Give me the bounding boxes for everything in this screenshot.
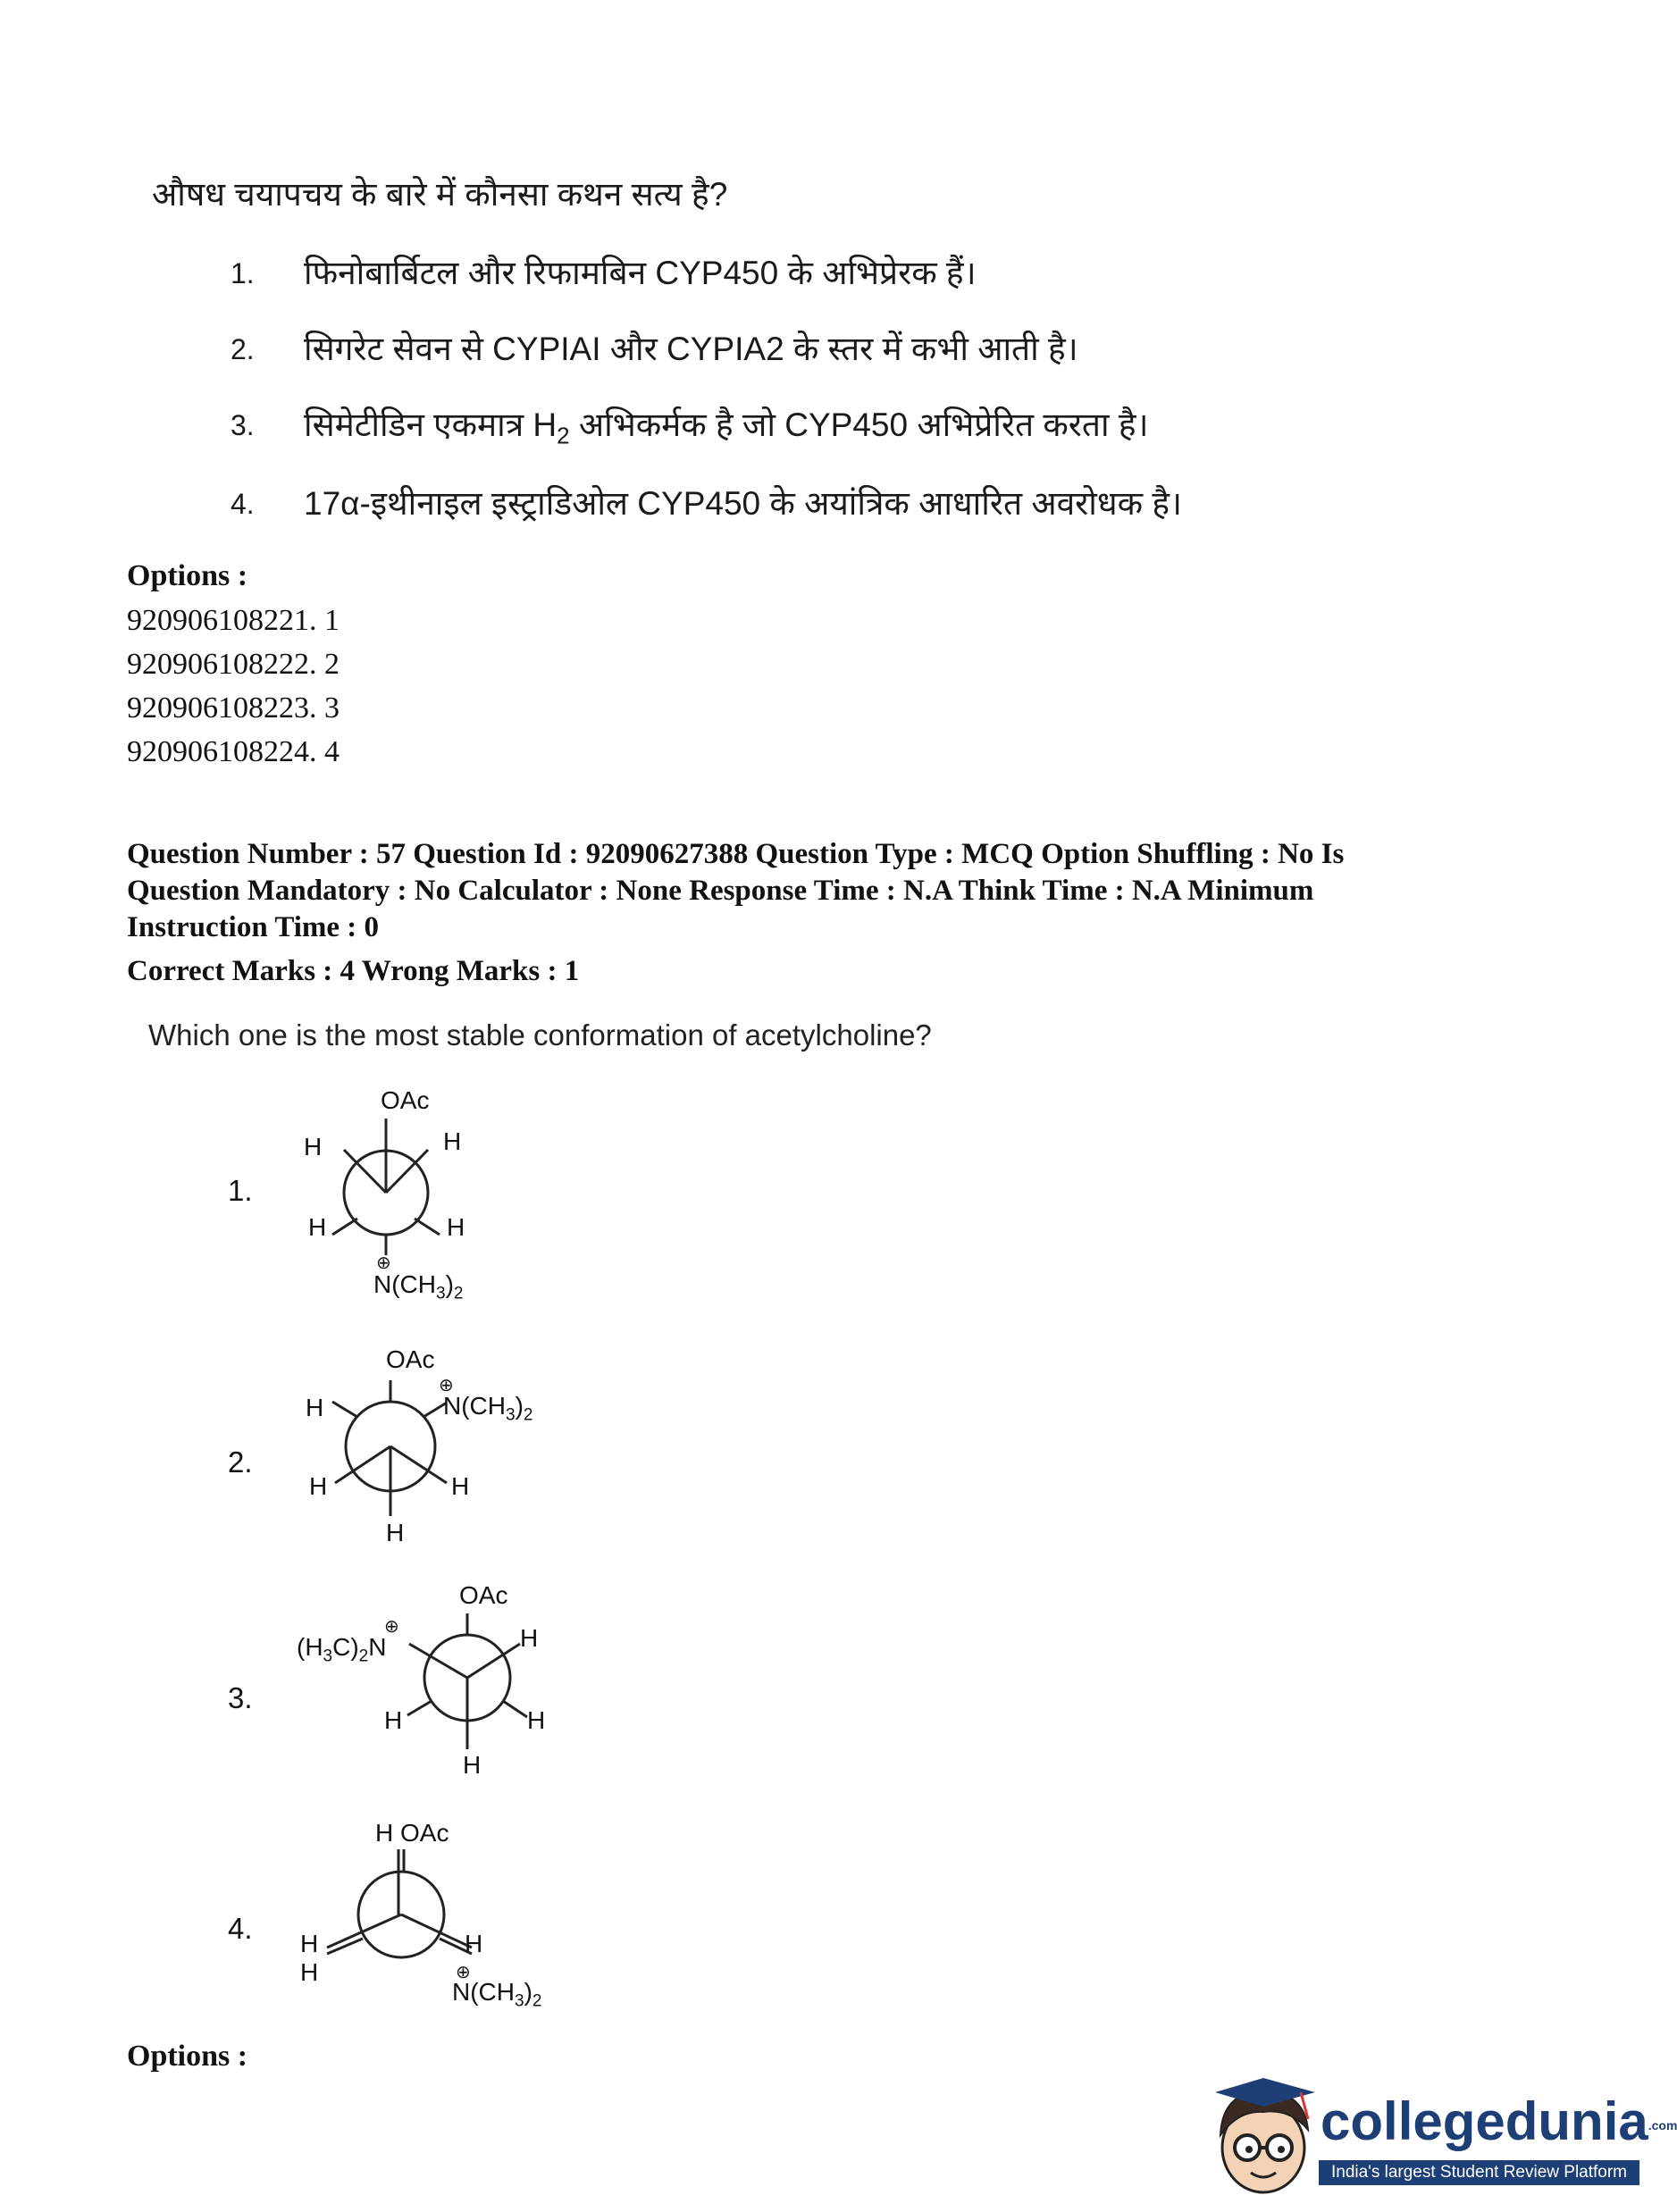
newman-1-rear-bond-lower-right bbox=[415, 1219, 440, 1235]
newman-3-front-bond-upper-right bbox=[467, 1644, 520, 1678]
hindi-statement-3-text: सिमेटीडिन एकमात्र $H_2$ अभिकर्मक है जो CYP450 अभिप्रेरित करता है। bbox=[304, 406, 1149, 449]
newman-4-charge-label: ⊕ bbox=[456, 1963, 471, 1982]
newman-1-charge-label: ⊕ bbox=[376, 1253, 391, 1273]
newman-1-top-label: OAc bbox=[381, 1086, 430, 1114]
option-2: 920906108222. 2 bbox=[127, 648, 340, 681]
newman-3-lower-right-label: H bbox=[527, 1706, 546, 1734]
newman-2-rear-bond-upper-left bbox=[332, 1402, 357, 1417]
newman-4-left-top-label: H bbox=[300, 1930, 319, 1957]
option-3: 920906108223. 3 bbox=[127, 691, 340, 725]
english-question-stem: Which one is the most stable conformation of acetylcholine? bbox=[148, 1018, 932, 1052]
newman-3-bottom-label: H bbox=[463, 1751, 482, 1779]
newman-1-upper-left-label: H bbox=[304, 1133, 323, 1160]
newman-3-front-bond-upper-left bbox=[409, 1644, 467, 1678]
newman-4-front-bond-right bbox=[401, 1915, 472, 1948]
newman-4-number: 4. bbox=[228, 1912, 253, 1945]
question-meta-line-2: Question Mandatory : No Calculator : None Response Time : N.A Think Time : N.A Minimum bbox=[127, 875, 1314, 907]
question-meta-line-3: Instruction Time : 0 bbox=[127, 911, 380, 943]
newman-1-lower-left-label: H bbox=[308, 1213, 327, 1241]
newman-2-top-label: OAc bbox=[386, 1345, 435, 1373]
hindi-statement-2-number: 2. bbox=[231, 333, 255, 365]
hindi-statement-2-text: सिगरेट सेवन से CYPIAI और CYPIA2 के स्तर में कभी आती है। bbox=[304, 331, 1078, 367]
newman-2-bottom-label: H bbox=[386, 1519, 405, 1546]
hindi-statement-1-text: फिनोबार्बिटल और रिफामबिन CYP450 के अभिप्रेरक हैं। bbox=[304, 255, 977, 291]
collegedunia-wordmark: collegedunia.com bbox=[1321, 2091, 1677, 2151]
collegedunia-mascot-logo bbox=[1212, 2073, 1319, 2198]
hindi-statement-4-text: 17α-इथीनाइल इस्ट्राडिओल CYP450 के अयांत्रिक आधारित अवरोधक है। bbox=[304, 485, 1183, 522]
newman-3-rear-bond-lower-left bbox=[407, 1701, 432, 1715]
newman-2-lower-right-label: H bbox=[451, 1472, 470, 1500]
newman-3-charge-label: ⊕ bbox=[384, 1617, 399, 1637]
newman-4-left-bottom-label: H bbox=[300, 1958, 319, 1986]
newman-1-number: 1. bbox=[228, 1174, 253, 1207]
newman-3-lower-left-label: H bbox=[384, 1706, 403, 1734]
newman-3-upper-left-label: $(H_3C)_2N$ bbox=[297, 1633, 387, 1666]
newman-3-top-label: OAc bbox=[459, 1581, 508, 1609]
collegedunia-tagline: India's largest Student Review Platform bbox=[1319, 2160, 1639, 2185]
option-4: 920906108224. 4 bbox=[127, 735, 340, 768]
question-meta-line-1: Question Number : 57 Question Id : 92090627388 Question Type : MCQ Option Shuffling : No Is bbox=[127, 838, 1345, 870]
option-1: 920906108221. 1 bbox=[127, 604, 340, 637]
newman-2-number: 2. bbox=[228, 1445, 253, 1479]
options-heading-2: Options : bbox=[127, 2040, 248, 2073]
newman-2-charge-label: ⊕ bbox=[439, 1376, 454, 1395]
hindi-statement-3-number: 3. bbox=[231, 409, 255, 441]
newman-4-right-bottom-label: $N(CH_3)_2$ bbox=[452, 1978, 542, 2011]
question-marks: Correct Marks : 4 Wrong Marks : 1 bbox=[127, 955, 580, 987]
newman-1-rear-bond-lower-left bbox=[332, 1219, 357, 1235]
newman-3-number: 3. bbox=[228, 1681, 253, 1714]
newman-3-upper-right-label: H bbox=[520, 1624, 539, 1652]
newman-1-upper-right-label: H bbox=[443, 1127, 462, 1155]
newman-2-front-bond-lower-right bbox=[390, 1446, 447, 1483]
newman-4-right-top-label: H bbox=[465, 1930, 483, 1957]
newman-3-rear-bond-lower-right bbox=[503, 1701, 527, 1717]
newman-2-upper-left-label: H bbox=[306, 1394, 324, 1421]
newman-1-lower-right-label: H bbox=[447, 1213, 465, 1241]
newman-1-bottom-label: $N(CH_3)_2$ bbox=[373, 1270, 464, 1303]
options-heading: Options : bbox=[127, 559, 248, 592]
newman-2-upper-right-label: $N(CH_3)_2$ bbox=[443, 1392, 533, 1425]
hindi-question-stem: औषध चयापचय के बारे में कौनसा कथन सत्य है? bbox=[152, 176, 728, 213]
newman-4-top-label: H OAc bbox=[375, 1819, 449, 1847]
hindi-statement-4-number: 4. bbox=[231, 488, 255, 520]
newman-2-front-bond-lower-left bbox=[335, 1446, 390, 1483]
newman-2-lower-left-label: H bbox=[309, 1472, 328, 1500]
hindi-statement-1-number: 1. bbox=[231, 257, 255, 289]
newman-4-front-bond-left bbox=[327, 1915, 401, 1948]
